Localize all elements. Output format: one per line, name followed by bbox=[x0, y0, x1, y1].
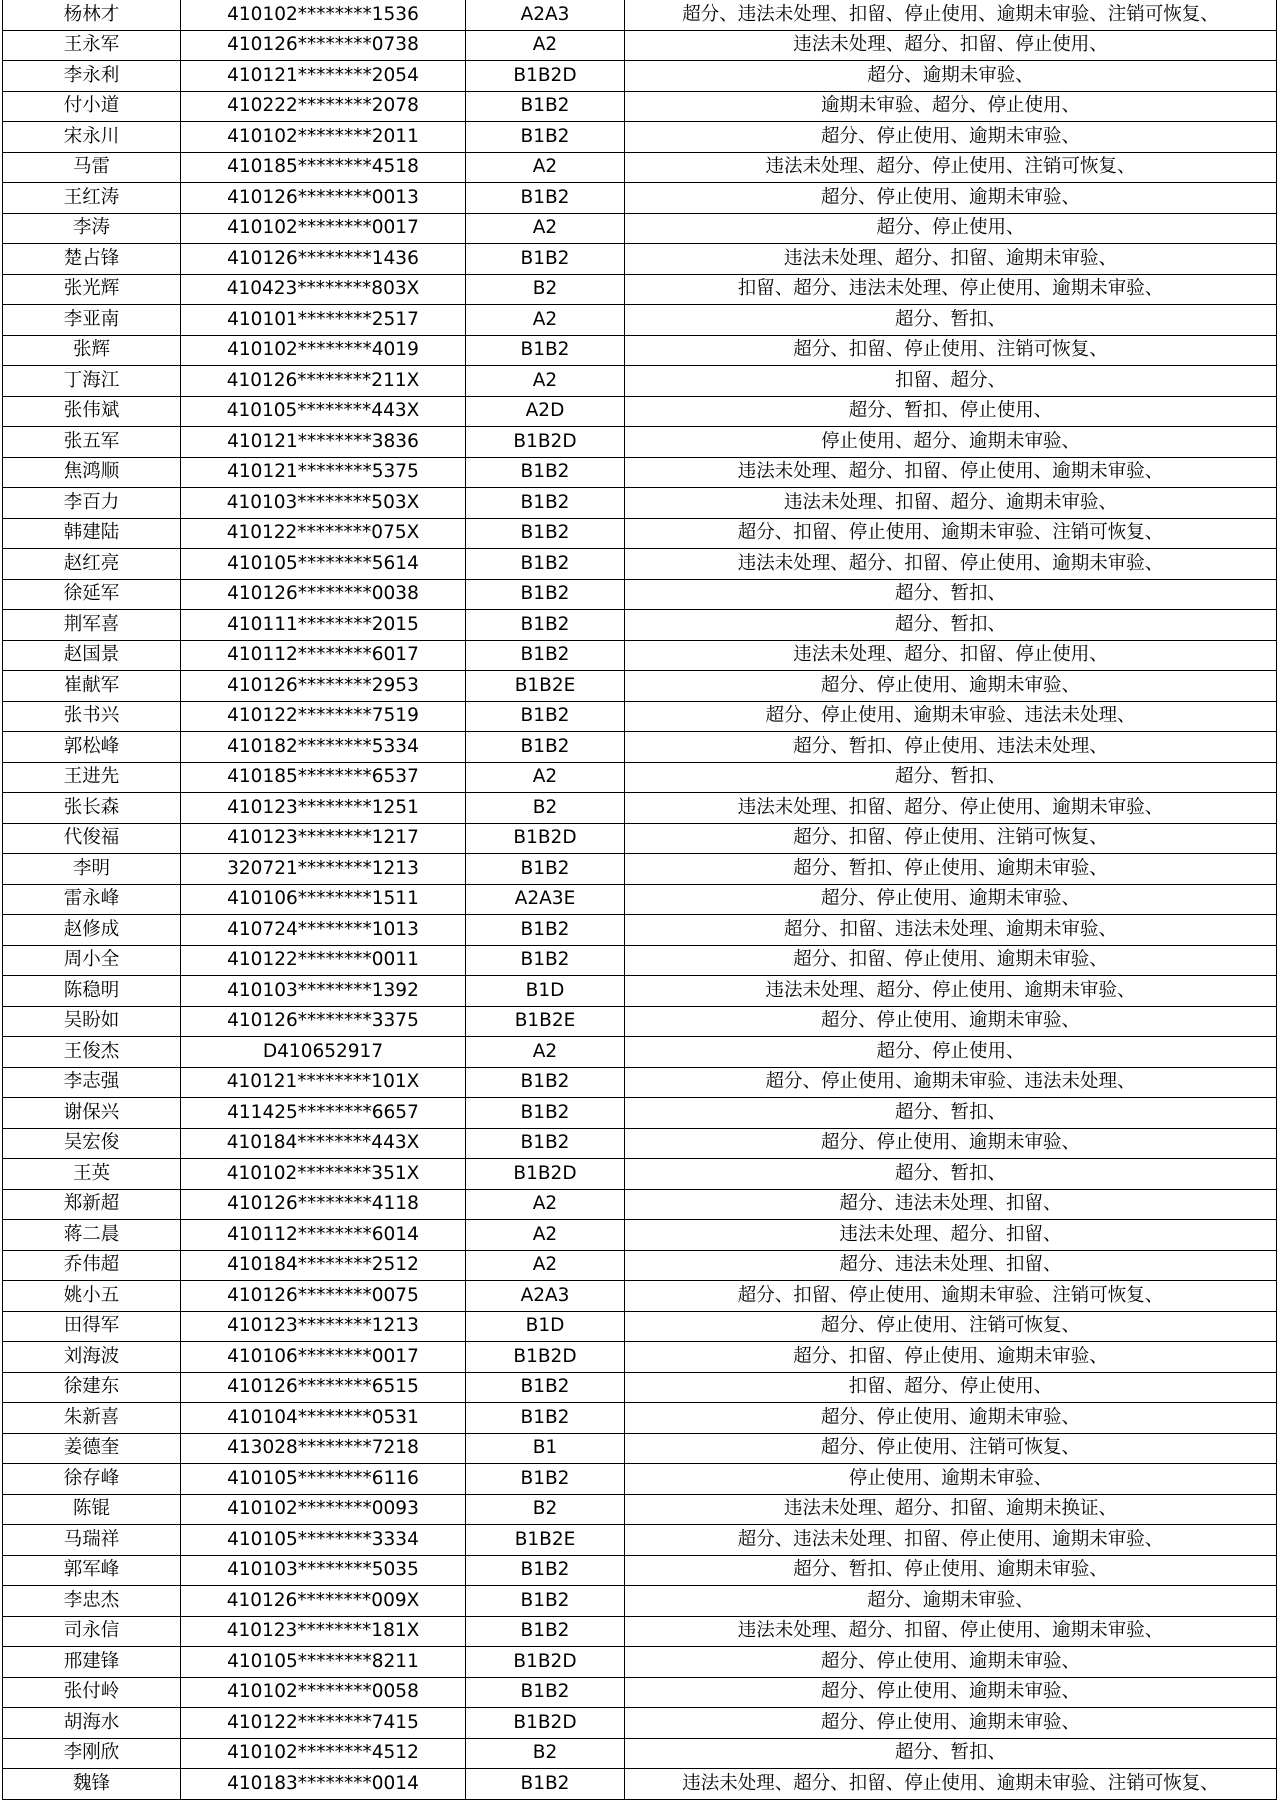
table-row bbox=[3, 1067, 1277, 1098]
driver-name-cell: 胡海水 bbox=[3, 1708, 181, 1739]
license-class-cell: B1B2 bbox=[466, 183, 625, 214]
table-row bbox=[3, 945, 1277, 976]
license-class-cell: B1B2D bbox=[466, 1342, 625, 1373]
driver-name-cell: 魏锋 bbox=[3, 1769, 181, 1800]
id-number-cell: 410121********3836 bbox=[181, 427, 466, 458]
driver-name-cell: 代俊福 bbox=[3, 823, 181, 854]
license-status-cell: 超分、扣留、停止使用、逾期未审验、 bbox=[625, 1342, 1277, 1373]
license-status-cell: 停止使用、逾期未审验、 bbox=[625, 1464, 1277, 1495]
license-class-cell: B1B2 bbox=[466, 335, 625, 366]
id-number-cell: 410102********0017 bbox=[181, 213, 466, 244]
license-status-cell: 超分、暂扣、 bbox=[625, 305, 1277, 336]
driver-name-cell: 张付岭 bbox=[3, 1677, 181, 1708]
license-class-cell: A2 bbox=[466, 213, 625, 244]
table-row bbox=[3, 1372, 1277, 1403]
driver-name-cell: 赵红亮 bbox=[3, 549, 181, 580]
driver-name-cell: 陈锟 bbox=[3, 1494, 181, 1525]
license-class-cell: B1B2 bbox=[466, 1464, 625, 1495]
driver-name-cell: 丁海江 bbox=[3, 366, 181, 397]
driver-name-cell: 李忠杰 bbox=[3, 1586, 181, 1617]
id-number-cell: 410123********1251 bbox=[181, 793, 466, 824]
license-class-cell: B1B2 bbox=[466, 549, 625, 580]
license-class-cell: B1B2 bbox=[466, 1403, 625, 1434]
id-number-cell: 410121********101X bbox=[181, 1067, 466, 1098]
driver-name-cell: 王进先 bbox=[3, 762, 181, 793]
license-class-cell: B1B2 bbox=[466, 457, 625, 488]
license-status-cell: 超分、扣留、停止使用、逾期未审验、注销可恢复、 bbox=[625, 1281, 1277, 1312]
license-status-cell: 超分、停止使用、逾期未审验、 bbox=[625, 1647, 1277, 1678]
driver-name-cell: 姚小五 bbox=[3, 1281, 181, 1312]
driver-name-cell: 李涛 bbox=[3, 213, 181, 244]
driver-name-cell: 崔献军 bbox=[3, 671, 181, 702]
license-status-cell: 超分、扣留、停止使用、逾期未审验、注销可恢复、 bbox=[625, 518, 1277, 549]
license-status-cell: 超分、停止使用、逾期未审验、 bbox=[625, 183, 1277, 214]
license-status-cell: 超分、逾期未审验、 bbox=[625, 1586, 1277, 1617]
license-class-cell: A2D bbox=[466, 396, 625, 427]
table-row bbox=[3, 1250, 1277, 1281]
driver-name-cell: 楚占锋 bbox=[3, 244, 181, 275]
license-status-cell: 超分、停止使用、逾期未审验、违法未处理、 bbox=[625, 1067, 1277, 1098]
license-status-cell: 超分、暂扣、停止使用、 bbox=[625, 396, 1277, 427]
id-number-cell: 410123********1213 bbox=[181, 1311, 466, 1342]
driver-name-cell: 李刚欣 bbox=[3, 1738, 181, 1769]
license-status-cell: 违法未处理、扣留、超分、停止使用、逾期未审验、 bbox=[625, 793, 1277, 824]
id-number-cell: 413028********7218 bbox=[181, 1433, 466, 1464]
license-class-cell: A2A3 bbox=[466, 0, 625, 30]
id-number-cell: 410102********2011 bbox=[181, 122, 466, 153]
license-class-cell: B1B2 bbox=[466, 518, 625, 549]
license-status-cell: 违法未处理、超分、扣留、停止使用、 bbox=[625, 30, 1277, 61]
id-number-cell: 410122********7519 bbox=[181, 701, 466, 732]
table-row bbox=[3, 1006, 1277, 1037]
license-class-cell: B1B2 bbox=[466, 732, 625, 763]
id-number-cell: 410106********0017 bbox=[181, 1342, 466, 1373]
table-row bbox=[3, 976, 1277, 1007]
license-class-cell: A2 bbox=[466, 1250, 625, 1281]
table-row bbox=[3, 91, 1277, 122]
table-row bbox=[3, 701, 1277, 732]
table-row bbox=[3, 1525, 1277, 1556]
license-status-cell: 超分、暂扣、停止使用、违法未处理、 bbox=[625, 732, 1277, 763]
license-class-cell: B1B2 bbox=[466, 1067, 625, 1098]
table-row bbox=[3, 396, 1277, 427]
id-number-cell: 410112********6014 bbox=[181, 1220, 466, 1251]
driver-name-cell: 付小道 bbox=[3, 91, 181, 122]
driver-name-cell: 李志强 bbox=[3, 1067, 181, 1098]
table-row bbox=[3, 122, 1277, 153]
license-class-cell: B1B2 bbox=[466, 610, 625, 641]
license-class-cell: B1B2D bbox=[466, 61, 625, 92]
driver-name-cell: 徐延军 bbox=[3, 579, 181, 610]
table-row bbox=[3, 1586, 1277, 1617]
license-class-cell: B1B2 bbox=[466, 1586, 625, 1617]
license-status-cell: 违法未处理、超分、扣留、停止使用、逾期未审验、 bbox=[625, 1616, 1277, 1647]
driver-name-cell: 马雷 bbox=[3, 152, 181, 183]
driver-name-cell: 雷永峰 bbox=[3, 884, 181, 915]
license-status-cell: 超分、停止使用、逾期未审验、 bbox=[625, 122, 1277, 153]
license-status-cell: 违法未处理、超分、扣留、逾期未审验、 bbox=[625, 244, 1277, 275]
id-number-cell: 410126********2953 bbox=[181, 671, 466, 702]
table-row bbox=[3, 1433, 1277, 1464]
driver-name-cell: 朱新喜 bbox=[3, 1403, 181, 1434]
driver-name-cell: 徐建东 bbox=[3, 1372, 181, 1403]
id-number-cell: 410123********181X bbox=[181, 1616, 466, 1647]
id-number-cell: 410112********6017 bbox=[181, 640, 466, 671]
license-class-cell: B1B2D bbox=[466, 1708, 625, 1739]
driver-name-cell: 刘海波 bbox=[3, 1342, 181, 1373]
license-status-cell: 违法未处理、超分、扣留、停止使用、 bbox=[625, 640, 1277, 671]
driver-license-table bbox=[2, 0, 1277, 1800]
driver-name-cell: 赵修成 bbox=[3, 915, 181, 946]
license-class-cell: B1B2 bbox=[466, 91, 625, 122]
table-row bbox=[3, 213, 1277, 244]
license-class-cell: A2 bbox=[466, 366, 625, 397]
driver-name-cell: 李亚南 bbox=[3, 305, 181, 336]
table-row bbox=[3, 0, 1277, 30]
license-status-cell: 违法未处理、超分、扣留、停止使用、逾期未审验、注销可恢复、 bbox=[625, 1769, 1277, 1800]
license-status-cell: 超分、停止使用、逾期未审验、 bbox=[625, 671, 1277, 702]
id-number-cell: 410126********0013 bbox=[181, 183, 466, 214]
license-class-cell: A2 bbox=[466, 1220, 625, 1251]
license-status-cell: 超分、违法未处理、扣留、 bbox=[625, 1250, 1277, 1281]
license-status-cell: 超分、停止使用、逾期未审验、 bbox=[625, 1128, 1277, 1159]
id-number-cell: 410102********1536 bbox=[181, 0, 466, 30]
table-row bbox=[3, 30, 1277, 61]
id-number-cell: 410126********0038 bbox=[181, 579, 466, 610]
table-row bbox=[3, 183, 1277, 214]
license-status-cell: 超分、暂扣、停止使用、逾期未审验、 bbox=[625, 1555, 1277, 1586]
license-status-cell: 停止使用、超分、逾期未审验、 bbox=[625, 427, 1277, 458]
license-class-cell: B1B2E bbox=[466, 1006, 625, 1037]
license-status-cell: 超分、暂扣、 bbox=[625, 1159, 1277, 1190]
license-status-cell: 超分、暂扣、 bbox=[625, 579, 1277, 610]
id-number-cell: 410111********2015 bbox=[181, 610, 466, 641]
id-number-cell: 410105********5614 bbox=[181, 549, 466, 580]
driver-name-cell: 王俊杰 bbox=[3, 1037, 181, 1068]
license-status-cell: 扣留、超分、停止使用、 bbox=[625, 1372, 1277, 1403]
table-row bbox=[3, 1189, 1277, 1220]
id-number-cell: 410102********4019 bbox=[181, 335, 466, 366]
table-row bbox=[3, 732, 1277, 763]
table-row bbox=[3, 1159, 1277, 1190]
license-class-cell: B1B2 bbox=[466, 1555, 625, 1586]
license-class-cell: B1 bbox=[466, 1433, 625, 1464]
driver-name-cell: 王红涛 bbox=[3, 183, 181, 214]
license-status-cell: 违法未处理、超分、停止使用、逾期未审验、 bbox=[625, 976, 1277, 1007]
driver-name-cell: 荆军喜 bbox=[3, 610, 181, 641]
license-class-cell: B1D bbox=[466, 976, 625, 1007]
driver-name-cell: 吴盼如 bbox=[3, 1006, 181, 1037]
id-number-cell: 410103********5035 bbox=[181, 1555, 466, 1586]
license-class-cell: B1B2 bbox=[466, 915, 625, 946]
id-number-cell: 410126********3375 bbox=[181, 1006, 466, 1037]
license-class-cell: B1B2 bbox=[466, 1098, 625, 1129]
table-row bbox=[3, 1677, 1277, 1708]
table-row bbox=[3, 1464, 1277, 1495]
table-row bbox=[3, 305, 1277, 336]
driver-name-cell: 杨林才 bbox=[3, 0, 181, 30]
table-row bbox=[3, 640, 1277, 671]
license-status-cell: 违法未处理、超分、扣留、停止使用、逾期未审验、 bbox=[625, 457, 1277, 488]
id-number-cell: D410652917 bbox=[181, 1037, 466, 1068]
license-status-cell: 超分、违法未处理、扣留、停止使用、逾期未审验、 bbox=[625, 1525, 1277, 1556]
id-number-cell: 410123********1217 bbox=[181, 823, 466, 854]
table-row bbox=[3, 579, 1277, 610]
id-number-cell: 410183********0014 bbox=[181, 1769, 466, 1800]
license-status-cell: 超分、暂扣、 bbox=[625, 610, 1277, 641]
id-number-cell: 410105********443X bbox=[181, 396, 466, 427]
license-class-cell: A2 bbox=[466, 1189, 625, 1220]
table-row bbox=[3, 549, 1277, 580]
license-class-cell: B1B2E bbox=[466, 671, 625, 702]
license-status-cell: 超分、暂扣、 bbox=[625, 1098, 1277, 1129]
table-row bbox=[3, 1220, 1277, 1251]
id-number-cell: 410106********1511 bbox=[181, 884, 466, 915]
license-status-cell: 扣留、超分、 bbox=[625, 366, 1277, 397]
id-number-cell: 410122********7415 bbox=[181, 1708, 466, 1739]
driver-name-cell: 李永利 bbox=[3, 61, 181, 92]
driver-name-cell: 郭松峰 bbox=[3, 732, 181, 763]
license-class-cell: A2A3 bbox=[466, 1281, 625, 1312]
table-row bbox=[3, 1403, 1277, 1434]
table-row bbox=[3, 1494, 1277, 1525]
license-class-cell: B1B2 bbox=[466, 640, 625, 671]
table-row bbox=[3, 61, 1277, 92]
table-row bbox=[3, 610, 1277, 641]
id-number-cell: 410126********0738 bbox=[181, 30, 466, 61]
table-row bbox=[3, 1647, 1277, 1678]
table-row bbox=[3, 1616, 1277, 1647]
driver-name-cell: 张五军 bbox=[3, 427, 181, 458]
driver-name-cell: 宋永川 bbox=[3, 122, 181, 153]
license-status-cell: 超分、扣留、停止使用、注销可恢复、 bbox=[625, 335, 1277, 366]
license-status-cell: 超分、停止使用、逾期未审验、 bbox=[625, 1403, 1277, 1434]
table-row bbox=[3, 518, 1277, 549]
driver-name-cell: 乔伟超 bbox=[3, 1250, 181, 1281]
table-row bbox=[3, 671, 1277, 702]
driver-name-cell: 郑新超 bbox=[3, 1189, 181, 1220]
license-status-cell: 违法未处理、扣留、超分、逾期未审验、 bbox=[625, 488, 1277, 519]
license-status-cell: 超分、停止使用、逾期未审验、 bbox=[625, 1708, 1277, 1739]
license-status-cell: 违法未处理、超分、扣留、逾期未换证、 bbox=[625, 1494, 1277, 1525]
license-status-cell: 超分、停止使用、逾期未审验、 bbox=[625, 1006, 1277, 1037]
license-status-cell: 逾期未审验、超分、停止使用、 bbox=[625, 91, 1277, 122]
id-number-cell: 410102********351X bbox=[181, 1159, 466, 1190]
id-number-cell: 410184********443X bbox=[181, 1128, 466, 1159]
table-row bbox=[3, 274, 1277, 305]
table-row bbox=[3, 1311, 1277, 1342]
id-number-cell: 410122********0011 bbox=[181, 945, 466, 976]
table-row bbox=[3, 1769, 1277, 1800]
license-status-cell: 超分、逾期未审验、 bbox=[625, 61, 1277, 92]
license-status-cell: 超分、停止使用、 bbox=[625, 1037, 1277, 1068]
id-number-cell: 410126********0075 bbox=[181, 1281, 466, 1312]
table-row bbox=[3, 427, 1277, 458]
license-class-cell: B1B2 bbox=[466, 122, 625, 153]
driver-name-cell: 田得军 bbox=[3, 1311, 181, 1342]
license-class-cell: A2 bbox=[466, 1037, 625, 1068]
id-number-cell: 410105********8211 bbox=[181, 1647, 466, 1678]
driver-name-cell: 周小全 bbox=[3, 945, 181, 976]
license-class-cell: B1B2 bbox=[466, 1616, 625, 1647]
table-row bbox=[3, 1037, 1277, 1068]
license-class-cell: B1B2 bbox=[466, 945, 625, 976]
driver-name-cell: 吴宏俊 bbox=[3, 1128, 181, 1159]
id-number-cell: 410104********0531 bbox=[181, 1403, 466, 1434]
id-number-cell: 410102********0058 bbox=[181, 1677, 466, 1708]
table-row bbox=[3, 823, 1277, 854]
driver-name-cell: 李百力 bbox=[3, 488, 181, 519]
license-status-cell: 超分、扣留、停止使用、逾期未审验、 bbox=[625, 945, 1277, 976]
table-row bbox=[3, 854, 1277, 885]
id-number-cell: 410126********4118 bbox=[181, 1189, 466, 1220]
id-number-cell: 411425********6657 bbox=[181, 1098, 466, 1129]
license-class-cell: B1B2 bbox=[466, 1372, 625, 1403]
driver-name-cell: 姜德奎 bbox=[3, 1433, 181, 1464]
id-number-cell: 410182********5334 bbox=[181, 732, 466, 763]
license-class-cell: B1B2 bbox=[466, 579, 625, 610]
driver-name-cell: 王永军 bbox=[3, 30, 181, 61]
driver-name-cell: 邢建锋 bbox=[3, 1647, 181, 1678]
license-class-cell: B2 bbox=[466, 793, 625, 824]
id-number-cell: 410126********009X bbox=[181, 1586, 466, 1617]
license-status-cell: 超分、扣留、违法未处理、逾期未审验、 bbox=[625, 915, 1277, 946]
license-status-cell: 违法未处理、超分、扣留、 bbox=[625, 1220, 1277, 1251]
id-number-cell: 410105********3334 bbox=[181, 1525, 466, 1556]
license-status-cell: 超分、停止使用、注销可恢复、 bbox=[625, 1433, 1277, 1464]
license-class-cell: A2 bbox=[466, 305, 625, 336]
license-class-cell: A2 bbox=[466, 30, 625, 61]
id-number-cell: 410121********5375 bbox=[181, 457, 466, 488]
license-class-cell: A2A3E bbox=[466, 884, 625, 915]
license-class-cell: B1B2 bbox=[466, 244, 625, 275]
table-row bbox=[3, 884, 1277, 915]
id-number-cell: 410102********0093 bbox=[181, 1494, 466, 1525]
id-number-cell: 410724********1013 bbox=[181, 915, 466, 946]
driver-name-cell: 赵国景 bbox=[3, 640, 181, 671]
driver-name-cell: 郭军峰 bbox=[3, 1555, 181, 1586]
driver-name-cell: 谢保兴 bbox=[3, 1098, 181, 1129]
license-status-cell: 违法未处理、超分、停止使用、注销可恢复、 bbox=[625, 152, 1277, 183]
license-class-cell: B1B2 bbox=[466, 854, 625, 885]
id-number-cell: 410105********6116 bbox=[181, 1464, 466, 1495]
license-class-cell: B1B2D bbox=[466, 427, 625, 458]
table-row bbox=[3, 366, 1277, 397]
driver-name-cell: 马瑞祥 bbox=[3, 1525, 181, 1556]
driver-name-cell: 王英 bbox=[3, 1159, 181, 1190]
driver-name-cell: 张长森 bbox=[3, 793, 181, 824]
license-class-cell: B1B2 bbox=[466, 1128, 625, 1159]
driver-name-cell: 焦鸿顺 bbox=[3, 457, 181, 488]
license-status-cell: 超分、停止使用、逾期未审验、 bbox=[625, 884, 1277, 915]
license-status-cell: 违法未处理、超分、扣留、停止使用、逾期未审验、 bbox=[625, 549, 1277, 580]
driver-name-cell: 蒋二晨 bbox=[3, 1220, 181, 1251]
id-number-cell: 410185********4518 bbox=[181, 152, 466, 183]
license-class-cell: B1B2 bbox=[466, 1769, 625, 1800]
table-row bbox=[3, 488, 1277, 519]
table-row bbox=[3, 457, 1277, 488]
license-status-cell: 超分、暂扣、 bbox=[625, 1738, 1277, 1769]
driver-name-cell: 张光辉 bbox=[3, 274, 181, 305]
table-row bbox=[3, 793, 1277, 824]
license-status-cell: 超分、暂扣、 bbox=[625, 762, 1277, 793]
license-status-cell: 超分、违法未处理、扣留、 bbox=[625, 1189, 1277, 1220]
license-class-cell: B1B2 bbox=[466, 701, 625, 732]
id-number-cell: 410103********1392 bbox=[181, 976, 466, 1007]
table-row bbox=[3, 1708, 1277, 1739]
table-row bbox=[3, 244, 1277, 275]
license-class-cell: A2 bbox=[466, 152, 625, 183]
driver-name-cell: 张伟斌 bbox=[3, 396, 181, 427]
id-number-cell: 410121********2054 bbox=[181, 61, 466, 92]
id-number-cell: 410184********2512 bbox=[181, 1250, 466, 1281]
table-row bbox=[3, 1128, 1277, 1159]
driver-name-cell: 张书兴 bbox=[3, 701, 181, 732]
id-number-cell: 410122********075X bbox=[181, 518, 466, 549]
driver-name-cell: 李明 bbox=[3, 854, 181, 885]
table-row bbox=[3, 1281, 1277, 1312]
license-class-cell: B2 bbox=[466, 1494, 625, 1525]
license-class-cell: B1B2D bbox=[466, 1647, 625, 1678]
table-row bbox=[3, 1738, 1277, 1769]
table-body bbox=[3, 0, 1277, 1799]
license-status-cell: 超分、暂扣、停止使用、逾期未审验、 bbox=[625, 854, 1277, 885]
id-number-cell: 410126********211X bbox=[181, 366, 466, 397]
license-class-cell: B1B2D bbox=[466, 1159, 625, 1190]
license-class-cell: B1B2D bbox=[466, 823, 625, 854]
table-row bbox=[3, 762, 1277, 793]
license-class-cell: B1D bbox=[466, 1311, 625, 1342]
id-number-cell: 410185********6537 bbox=[181, 762, 466, 793]
license-status-cell: 超分、扣留、停止使用、注销可恢复、 bbox=[625, 823, 1277, 854]
license-status-cell: 超分、停止使用、逾期未审验、 bbox=[625, 1677, 1277, 1708]
driver-name-cell: 徐存峰 bbox=[3, 1464, 181, 1495]
table-row bbox=[3, 1555, 1277, 1586]
id-number-cell: 410423********803X bbox=[181, 274, 466, 305]
driver-name-cell: 司永信 bbox=[3, 1616, 181, 1647]
table-row bbox=[3, 1342, 1277, 1373]
license-status-cell: 超分、停止使用、注销可恢复、 bbox=[625, 1311, 1277, 1342]
id-number-cell: 410126********6515 bbox=[181, 1372, 466, 1403]
license-status-cell: 超分、停止使用、逾期未审验、违法未处理、 bbox=[625, 701, 1277, 732]
id-number-cell: 320721********1213 bbox=[181, 854, 466, 885]
license-status-cell: 超分、违法未处理、扣留、停止使用、逾期未审验、注销可恢复、 bbox=[625, 0, 1277, 30]
driver-name-cell: 张辉 bbox=[3, 335, 181, 366]
id-number-cell: 410222********2078 bbox=[181, 91, 466, 122]
license-status-cell: 扣留、超分、违法未处理、停止使用、逾期未审验、 bbox=[625, 274, 1277, 305]
table-row bbox=[3, 335, 1277, 366]
id-number-cell: 410101********2517 bbox=[181, 305, 466, 336]
id-number-cell: 410102********4512 bbox=[181, 1738, 466, 1769]
license-class-cell: B1B2E bbox=[466, 1525, 625, 1556]
driver-name-cell: 韩建陆 bbox=[3, 518, 181, 549]
table-row bbox=[3, 915, 1277, 946]
table-row bbox=[3, 152, 1277, 183]
license-class-cell: B2 bbox=[466, 274, 625, 305]
license-class-cell: A2 bbox=[466, 762, 625, 793]
license-class-cell: B2 bbox=[466, 1738, 625, 1769]
license-class-cell: B1B2 bbox=[466, 488, 625, 519]
table-row bbox=[3, 1098, 1277, 1129]
id-number-cell: 410103********503X bbox=[181, 488, 466, 519]
license-class-cell: B1B2 bbox=[466, 1677, 625, 1708]
license-status-cell: 超分、停止使用、 bbox=[625, 213, 1277, 244]
driver-name-cell: 陈稳明 bbox=[3, 976, 181, 1007]
id-number-cell: 410126********1436 bbox=[181, 244, 466, 275]
